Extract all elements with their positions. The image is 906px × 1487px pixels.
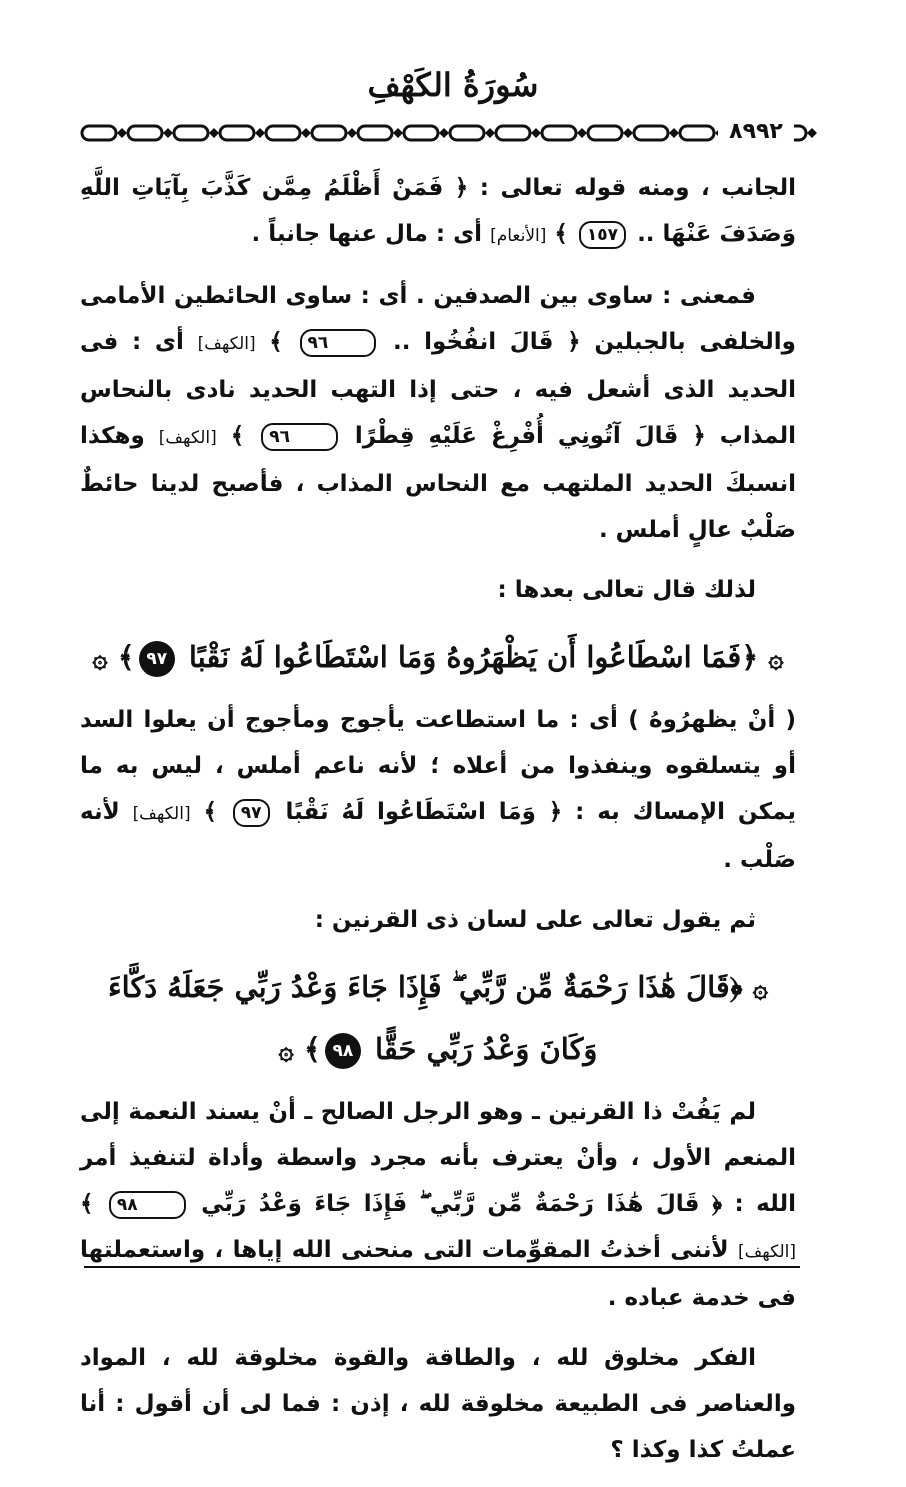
paragraph-2-text-b: أى : فى الحديد الذى أشعل فيه ، حتى إذا التهب الحديد نادى بالنحاس المذاب ﴿ قَالَ آتُونِي أُفْرِغْ عَلَيْهِ قِطْرًا <box>80 329 796 449</box>
verse-ornament-icon: ۞ <box>92 644 108 674</box>
verse-number-badge: ٩٨ <box>109 1191 186 1219</box>
surah-reference: [الكهف] <box>197 334 256 354</box>
paragraph-4-text-b: لأنه صَلْب . <box>80 799 796 873</box>
page-number: ٨٩٩٢ <box>718 117 794 147</box>
paragraph-2: فمعنى : ساوى بين الصدفين . أى : ساوى الحائطين الأمامى والخلفى بالجبلين ﴿ قَالَ انفُخُوا .. ٩٦ ﴾ [الكهف] أى : فى الحديد الذى أشعل فيه ، حتى إذا التهب الحديد نادى بالنحاس المذاب ﴿ قَالَ آتُونِي أُفْرِغْ عَلَيْهِ قِطْرًا ٩٦ ﴾ [الكهف] وهكذا انسبكَ الحديد الملتهب مع النحاس المذاب ، فأصبح لدينا حائطٌ صَلْبٌ عالٍ أملس . <box>80 283 796 543</box>
surah-reference: [الأنعام] <box>490 226 547 246</box>
verse-ornament-icon: ۞ <box>278 1036 294 1066</box>
paragraph-6: لم يَفُتْ ذا القرنين ـ وهو الرجل الصالح ـ أنْ يسند النعمة إلى المنعم الأول ، وأنْ يعترف بأنه مجرد واسطة وأداة لتنفيذ أمر الله : ﴿ قَالَ هَٰذَا رَحْمَةٌ مِّن رَّبِّي ۖ فَإِذَا جَاءَ وَعْدُ رَبِّي ٩٨ ﴾ [الكهف] لأننى أخذتُ المقوِّمات التى منحنى الله إياها ، واستعملتها فى خدمة عباده . <box>80 1099 796 1311</box>
verse-number-badge: ٩٦ <box>300 329 377 357</box>
paragraph-1-text-b: أى : مال عنها جانباً . <box>251 221 483 247</box>
paragraph-6-text-a: لم يَفُتْ ذا القرنين ـ وهو الرجل الصالح ـ أنْ يسند النعمة إلى المنعم الأول ، وأنْ يعترف بأنه مجرد واسطة وأداة لتنفيذ أمر الله : ﴿ قَالَ هَٰذَا رَحْمَةٌ مِّن رَّبِّي ۖ فَإِذَا جَاءَ وَعْدُ رَبِّي <box>80 1099 796 1217</box>
verse-number-medallion: ٩٧ <box>139 641 175 677</box>
paragraph-1-text-a: الجانب ، ومنه قوله تعالى : ﴿ فَمَنْ أَظْلَمُ مِمَّن كَذَّبَ بِآيَاتِ اللَّهِ وَصَدَفَ عَنْهَا .. <box>80 175 796 247</box>
verse-ornament-icon: ۞ <box>768 644 784 674</box>
paragraph-3: لذلك قال تعالى بعدها : <box>497 577 756 603</box>
surah-reference: [الكهف] <box>158 428 217 448</box>
paragraph-1: الجانب ، ومنه قوله تعالى : ﴿ فَمَنْ أَظْلَمُ مِمَّن كَذَّبَ بِآيَاتِ اللَّهِ وَصَدَفَ عَنْهَا .. ١٥٧ ﴾ [الأنعام] أى : مال عنها جانباً . <box>80 175 796 247</box>
header-chain-border <box>78 120 822 146</box>
verse-number-badge: ٩٦ <box>261 423 338 451</box>
verse-ornament-icon: ۞ <box>752 974 768 1004</box>
verse-number-medallion: ٩٨ <box>325 1033 361 1069</box>
page-body <box>80 165 796 1487</box>
verse-98-line-2: وَكَانَ وَعْدُ رَبِّي حَقًّا ٩٨﴾ ۞ <box>80 1019 796 1081</box>
paragraph-6-text-b: لأننى أخذتُ المقوِّمات التى منحنى الله إياها ، واستعملتها فى خدمة عباده . <box>80 1237 796 1311</box>
paragraph-4-text-a: ( أنْ يظهرُوهُ ) أى : ما استطاعت يأجوج ومأجوج أن يعلوا السد أو يتسلقوه وينفذوا من أعلاه ؛ لأنه ناعم أملس ، ليس به ما يمكن الإمساك به : ﴿ وَمَا اسْتَطَاعُوا لَهُ نَقْبًا <box>80 707 796 825</box>
paragraph-7: الفكر مخلوق لله ، والطاقة والقوة مخلوقة لله ، المواد والعناصر فى الطبيعة مخلوقة لله ، إذن : فما لى أن أقول : أنا عملتُ كذا وكذا ؟ <box>80 1345 796 1463</box>
verse-number-badge: ٩٧ <box>233 799 270 827</box>
footer-rule <box>84 1266 800 1268</box>
verse-98-line-1: ۞ ﴿قَالَ هَٰذَا رَحْمَةٌ مِّن رَّبِّي ۖ فَإِذَا جَاءَ وَعْدُ رَبِّي جَعَلَهُ دَكَّاءَ <box>80 957 796 1019</box>
verse-97-text: فَمَا اسْطَاعُوا أَن يَظْهَرُوهُ وَمَا اسْتَطَاعُوا لَهُ نَقْبًا <box>188 640 742 674</box>
quran-verse-97: ۞ ﴿فَمَا اسْطَاعُوا أَن يَظْهَرُوهُ وَمَا اسْتَطَاعُوا لَهُ نَقْبًا ٩٧﴾ ۞ <box>80 627 796 689</box>
verse-number-badge: ١٥٧ <box>579 221 626 249</box>
verse-98-line-1-text: قَالَ هَٰذَا رَحْمَةٌ مِّن رَّبِّي ۖ فَإِذَا جَاءَ وَعْدُ رَبِّي جَعَلَهُ دَكَّاءَ <box>108 970 730 1004</box>
paragraph-2-text-a: فمعنى : ساوى بين الصدفين . أى : ساوى الحائطين الأمامى والخلفى بالجبلين ﴿ قَالَ انفُخُوا .. <box>80 283 796 355</box>
quran-verse-98 <box>80 957 796 1081</box>
surah-title: سُورَةُ الكَهْفِ <box>367 66 539 104</box>
paragraph-4: ( أنْ يظهرُوهُ ) أى : ما استطاعت يأجوج ومأجوج أن يعلوا السد أو يتسلقوه وينفذوا من أعلاه ؛ لأنه ناعم أملس ، ليس به ما يمكن الإمساك به : ﴿ وَمَا اسْتَطَاعُوا لَهُ نَقْبًا ٩٧ ﴾ [الكهف] لأنه صَلْب . <box>80 707 796 873</box>
verse-98-line-2-text: وَكَانَ وَعْدُ رَبِّي حَقًّا <box>374 1032 598 1066</box>
surah-reference: [الكهف] <box>738 1242 796 1262</box>
paragraph-2-text-c: وهكذا انسبكَ الحديد الملتهب مع النحاس المذاب ، فأصبح لدينا حائطٌ صَلْبٌ عالٍ أملس . <box>80 423 796 543</box>
paragraph-5: ثم يقول تعالى على لسان ذى القرنين : <box>314 907 756 933</box>
surah-reference: [الكهف] <box>132 804 191 824</box>
